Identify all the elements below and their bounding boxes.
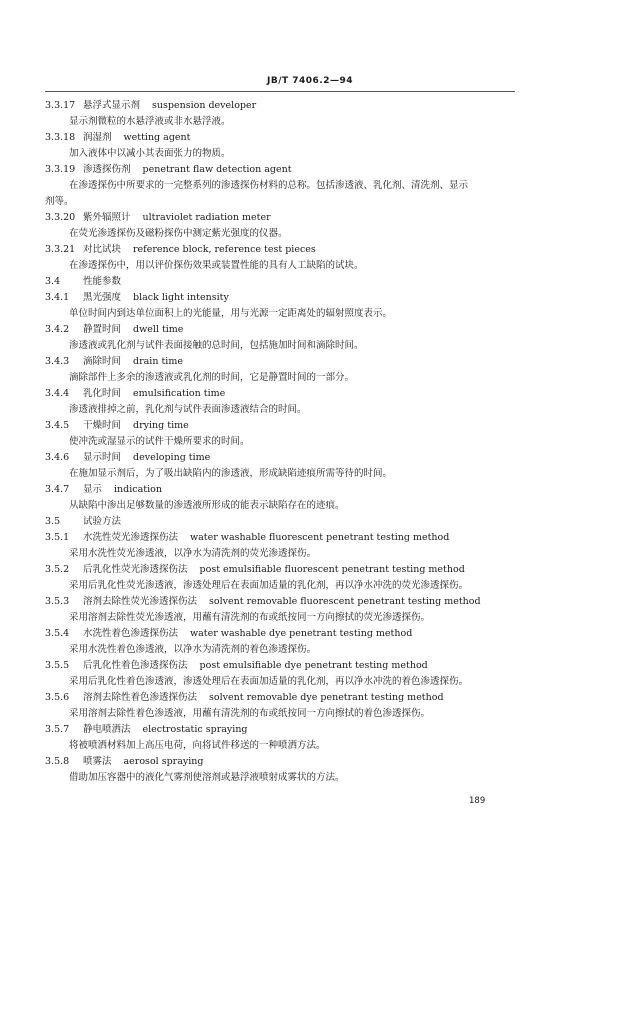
- definition-text: 使冲洗或湿显示的试件干燥所要求的时间。: [69, 436, 250, 447]
- page-number: 189: [469, 796, 486, 806]
- term-entry: [45, 514, 515, 530]
- term-entry: [45, 130, 515, 146]
- definition-text: 显示剂微粒的水悬浮液或非水悬浮液。: [69, 116, 231, 127]
- clause-number: 3.5.2: [45, 564, 70, 575]
- term-chinese: 水洗性荧光渗透探伤法: [83, 532, 179, 543]
- definition-text: 将被喷洒材料加上高压电荷，向将试件移送的一种喷洒方法。: [69, 740, 326, 751]
- definition-text: 在渗透探伤中所要求的一完整系列的渗透探伤材料的总称。包括渗透液、乳化剂、清洗剂、显示: [69, 180, 469, 191]
- definition-text: 采用水洗性荧光渗透液，以净水为清洗剂的荧光渗透探伤。: [69, 548, 317, 559]
- definition-text: 在渗透探伤中，用以评价探伤效果或装置性能的具有人工缺陷的试块。: [69, 260, 364, 271]
- term-english: post emulsifiable dye penetrant testing method: [199, 660, 428, 671]
- term-chinese: 性能参数: [83, 276, 122, 287]
- term-entry: [45, 482, 515, 498]
- term-chinese: 滴除时间: [83, 356, 122, 367]
- term-chinese: 渗透探伤剂: [83, 164, 131, 175]
- term-entry: [45, 274, 515, 290]
- clause-number: 3.4.3: [45, 356, 70, 367]
- term-english: solvent removable dye penetrant testing method: [209, 692, 444, 703]
- term-chinese: 后乳化性着色渗透探伤法: [83, 660, 188, 671]
- term-english: post emulsifiable fluorescent penetrant testing method: [199, 564, 465, 575]
- clause-number: 3.3.18: [45, 132, 76, 143]
- term-entry: [45, 562, 515, 578]
- term-english: dwell time: [133, 324, 184, 335]
- clause-number: 3.4.2: [45, 324, 70, 335]
- term-english: aerosol spraying: [123, 756, 204, 767]
- clause-number: 3.4.6: [45, 452, 70, 463]
- term-chinese: 显示时间: [83, 452, 122, 463]
- term-english: reference block, reference test pieces: [133, 244, 316, 255]
- term-english: drying time: [133, 420, 189, 431]
- term-entry: [45, 242, 515, 258]
- term-chinese: 静电喷洒法: [83, 724, 131, 735]
- clause-number: 3.5.6: [45, 692, 70, 703]
- term-entry: [45, 626, 515, 642]
- term-english: water washable fluorescent penetrant testing method: [190, 532, 450, 543]
- definition-text: 从缺陷中渗出足够数量的渗透液所形成的能表示缺陷存在的迹痕。: [69, 500, 345, 511]
- term-english: water washable dye penetrant testing method: [190, 628, 413, 639]
- term-chinese: 乳化时间: [83, 388, 122, 399]
- document-header: JB/T 7406.2—94: [266, 76, 354, 86]
- clause-number: 3.3.19: [45, 164, 76, 175]
- term-entry: [45, 290, 515, 306]
- term-entry: [45, 386, 515, 402]
- clause-number: 3.5.5: [45, 660, 70, 671]
- term-english: developing time: [133, 452, 211, 463]
- clause-number: 3.5.3: [45, 596, 70, 607]
- term-english: solvent removable fluorescent penetrant testing method: [209, 596, 481, 607]
- clause-number: 3.4.5: [45, 420, 70, 431]
- term-entry: [45, 690, 515, 706]
- term-english: indication: [114, 484, 162, 495]
- term-entry: [45, 754, 515, 770]
- term-english: penetrant flaw detection agent: [142, 164, 292, 175]
- clause-number: 3.5.7: [45, 724, 70, 735]
- term-chinese: 显示: [83, 484, 103, 495]
- term-chinese: 喷雾法: [83, 756, 112, 767]
- term-entry: [45, 210, 515, 226]
- term-chinese: 水洗性着色渗透探伤法: [83, 628, 179, 639]
- term-chinese: 试验方法: [83, 516, 122, 527]
- term-english: wetting agent: [123, 132, 191, 143]
- document-body: [45, 98, 515, 786]
- header-divider: [45, 91, 515, 92]
- clause-number: 3.3.21: [45, 244, 76, 255]
- definition-text: 在施加显示剂后，为了吸出缺陷内的渗透液，形成缺陷迹痕所需等待的时间。: [69, 468, 393, 479]
- term-chinese: 紫外辐照计: [83, 212, 131, 223]
- clause-number: 3.5.8: [45, 756, 70, 767]
- definition-text: 加入液体中以减小其表面张力的物质。: [69, 148, 231, 159]
- term-entry: [45, 98, 515, 114]
- term-entry: [45, 594, 515, 610]
- clause-number: 3.5: [45, 516, 61, 527]
- term-entry: [45, 722, 515, 738]
- term-entry: [45, 322, 515, 338]
- term-entry: [45, 450, 515, 466]
- term-english: ultraviolet radiation meter: [142, 212, 271, 223]
- term-chinese: 润湿剂: [83, 132, 112, 143]
- definition-text: 采用后乳化性荧光渗透液，渗透处理后在表面加适量的乳化剂，再以净水冲洗的荧光渗透探伤。: [69, 580, 469, 591]
- definition-text: 采用水洗性着色渗透液，以净水为清洗剂的着色渗透探伤。: [69, 644, 317, 655]
- term-english: electrostatic spraying: [142, 724, 248, 735]
- term-chinese: 后乳化性荧光渗透探伤法: [83, 564, 188, 575]
- definition-text: 单位时间内到达单位面积上的光能量，用与光源一定距离处的辐射照度表示。: [69, 308, 393, 319]
- definition-text: 在荧光渗透探伤及磁粉探伤中测定紫光强度的仪器。: [69, 228, 288, 239]
- term-chinese: 干燥时间: [83, 420, 122, 431]
- term-chinese: 黑光强度: [83, 292, 122, 303]
- definition-text: 借助加压容器中的液化气雾剂使溶剂或悬浮液喷射成雾状的方法。: [69, 772, 345, 783]
- clause-number: 3.5.4: [45, 628, 70, 639]
- term-entry: [45, 354, 515, 370]
- clause-number: 3.4.1: [45, 292, 70, 303]
- clause-number: 3.4.7: [45, 484, 70, 495]
- term-entry: [45, 530, 515, 546]
- term-english: emulsification time: [133, 388, 226, 399]
- term-chinese: 对比试块: [83, 244, 122, 255]
- clause-number: 3.3.20: [45, 212, 76, 223]
- definition-text: 渗透液或乳化剂与试件表面接触的总时间，包括施加时间和滴除时间。: [69, 340, 364, 351]
- definition-continuation: 剂等。: [45, 196, 74, 207]
- term-entry: [45, 658, 515, 674]
- definition-text: 采用后乳化性着色渗透液，渗透处理后在表面加适量的乳化剂，再以净水冲洗的着色渗透探伤。: [69, 676, 469, 687]
- clause-number: 3.3.17: [45, 100, 76, 111]
- term-english: drain time: [133, 356, 183, 367]
- term-entry: [45, 418, 515, 434]
- term-chinese: 溶剂去除性着色渗透探伤法: [83, 692, 198, 703]
- term-english: suspension developer: [152, 100, 257, 111]
- term-chinese: 静置时间: [83, 324, 122, 335]
- term-chinese: 溶剂去除性荧光渗透探伤法: [83, 596, 198, 607]
- definition-text: 滴除部件上多余的渗透液或乳化剂的时间，它是静置时间的一部分。: [69, 372, 355, 383]
- clause-number: 3.4.4: [45, 388, 70, 399]
- term-entry: [45, 162, 515, 178]
- definition-text: 采用溶剂去除性着色渗透液，用蘸有清洗剂的布或纸按同一方向擦拭的着色渗透探伤。: [69, 708, 431, 719]
- clause-number: 3.5.1: [45, 532, 70, 543]
- definition-text: 渗透液排掉之前，乳化剂与试件表面渗透液结合的时间。: [69, 404, 307, 415]
- term-english: black light intensity: [133, 292, 229, 303]
- clause-number: 3.4: [45, 276, 61, 287]
- definition-text: 采用溶剂去除性荧光渗透液，用蘸有清洗剂的布或纸按同一方向擦拭的荧光渗透探伤。: [69, 612, 431, 623]
- term-chinese: 悬浮式显示剂: [83, 100, 141, 111]
